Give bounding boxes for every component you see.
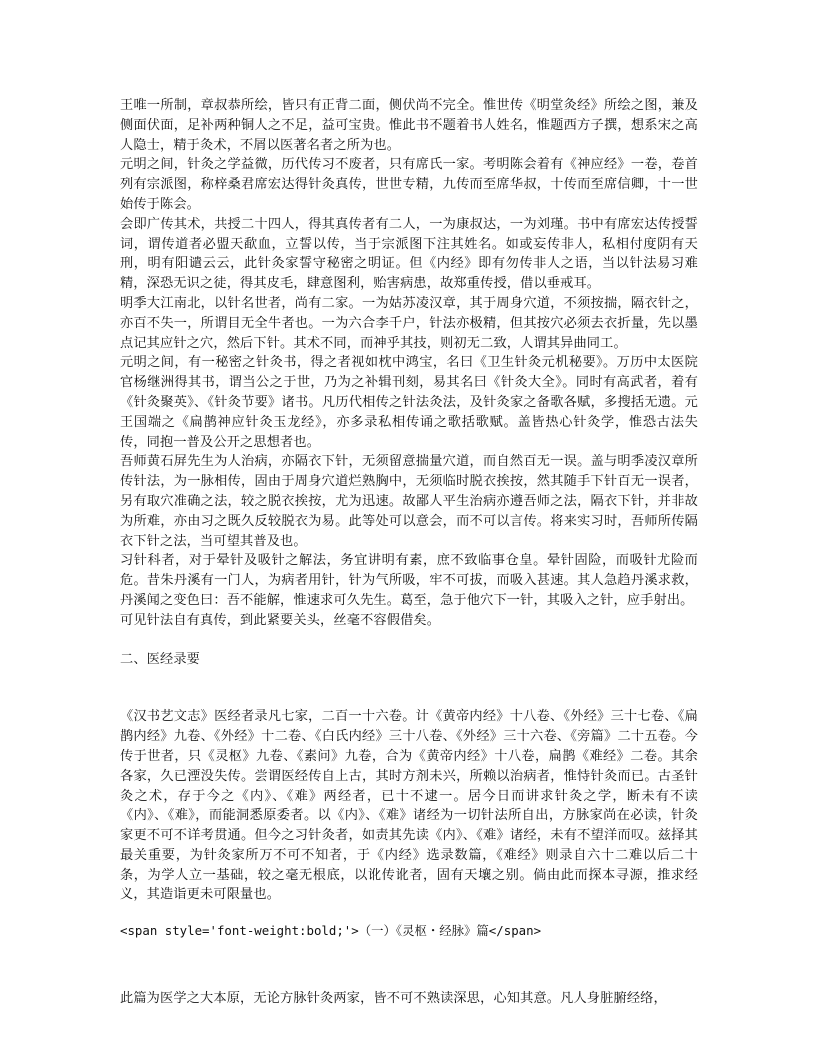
paragraph: 元明之间，有一秘密之针灸书，得之者视如枕中鸿宝，名曰《卫生针灸元机秘要》。万历中太医院官杨继洲得其书，谓当公之于世，乃为之补辑刊刻，易其名曰《针灸大全》。同时有高武者，着有《针灸聚英》、《针灸节要》诸书。凡历代相传之针法灸法，及针灸家之备歌各赋，多搜括无遗。元王国端之《扁鹊神应针灸玉龙经》，亦多录私相传诵之歌括歌赋。盖皆热心针灸学，惟恐古法失传，同抱一普及公开之思想者也。 bbox=[120, 355, 698, 450]
spacer bbox=[120, 669, 698, 707]
paragraph: 吾师黄石屏先生为人治病，亦隔衣下针，无须留意揣量穴道，而自然百无一误。盖与明季凌汉章所传针法，为一脉相传，固由于周身穴道烂熟胸中，无须临时脱衣挨按，然其随手下针百无一误者，另有取穴准确之法，较之脱衣挨按，尤为迅速。故鄙人平生治病亦遵吾师之法，隔衣下针，并非故为所难，亦由习之既久反较脱衣为易。此等处可以意会，而不可以言传。将来实习时，吾师所传隔衣下针之法，当可望其普及也。 bbox=[120, 454, 698, 549]
paragraph: 可见针法自有真传，到此紧要关头，丝毫不容假借矣。 bbox=[120, 612, 441, 628]
paragraph: 明季大江南北，以针名世者，尚有二家。一为姑苏凌汉章，其于周身穴道，不须按揣，隔衣针之，亦百不失一，所谓目无全牛者也。一为六合李千户，针法亦极精，但其按穴必须去衣折量，先以墨点记其应针之穴，然后下针。其术不同，而神乎其技，则初无二致，人谓其异曲同工。 bbox=[120, 295, 698, 351]
text-column bbox=[120, 96, 698, 1009]
paragraph: 王唯一所制，章叔恭所绘，皆只有正背二面，侧伏尚不完全。惟世传《明堂灸经》所绘之图，兼及侧面伏面，足补两种铜人之不足，益可宝贵。惟此书不题着书人姓名，惟题西方子撰，想系宋之高人隐士，精于灸术，不屑以医著名者之所为也。 bbox=[120, 98, 698, 153]
paragraph: 《汉书艺文志》医经者录凡七家，二百一十六卷。计《黄帝内经》十八卷、《外经》三十七卷、《扁鹊内经》九卷、《外经》十二卷、《白氏内经》三十八卷、《外经》三十六卷、《旁篇》二十五卷。今传于世者，只《灵枢》九卷、《素问》九卷，合为《黄帝内经》十八卷，扁鹊《难经》二卷。其余各家，久已湮没失传。尝谓医经传自上古，其时方剂未兴，所赖以治病者，惟恃针灸而已。古圣针灸之术，存于今之《内》、《难》两经者，已十不逮一。居今日而讲求针灸之学，断未有不读《内》、《难》，而能洞悉原委者。以《内》、《难》诸经为一切针法所自出，方脉家尚在必读，针灸家更不可不详考贯通。但今之习针灸者，如责其先读《内》、《难》诸经，未有不望洋而叹。兹择其最关重要，为针灸家所万不可不知者，于《内经》选录数篇，《难经》则录自六十二难以后二十条，为学人立一基础，较之毫无根底，以讹传讹者，固有天壤之别。倘由此而探本寻源，推求经义，其造诣更未可限量也。 bbox=[120, 709, 698, 903]
paragraph: 会即广传其术，共授二十四人，得其真传者有二人，一为康叔达，一为刘瑾。书中有席宏达传授誓词，谓传道者必盟天歃血，立誓以传，当于宗派图下注其姓名。如或妄传非人，私相付度阴有天刑，明有阳谴云云，此针灸家誓守秘密之明证。但《内经》即有勿传非人之语，当以针法易习难精，深恐无识之徒，得其皮毛，肆意图利，贻害病患，故郑重传授，借以垂戒耳。 bbox=[120, 216, 698, 292]
section-heading: 二、医经录要 bbox=[120, 651, 201, 667]
paragraph: 习针科者，对于晕针及吸针之解法，务宜讲明有素，庶不致临事仓皇。晕针固险，而吸针尤险而危。昔朱丹溪有一门人，为病者用针，针为气所吸，牢不可拔，而吸入甚速。其人急趋丹溪求救，丹溪闻之变色曰：吾不能解，惟速求可久先生。葛至，急于他穴下一针，其吸入之针，应手射出。 bbox=[120, 553, 698, 608]
spacer bbox=[120, 941, 698, 989]
paragraph: 此篇为医学之大本原，无论方脉针灸两家，皆不可不熟读深思，心知其意。凡人身脏腑经络， bbox=[120, 991, 667, 1007]
paragraph: 元明之间，针灸之学益微，历代传习不废者，只有席氏一家。考明陈会着有《神应经》一卷，卷首列有宗派图，称梓桑君席宏达得针灸真传，世世专精，九传而至席华叔，十传而至席信卿，十一世始传于陈会。 bbox=[120, 157, 698, 212]
raw-markup-line: <span style='font-weight:bold;'>（一）《灵枢・经脉》篇</span> bbox=[120, 923, 542, 939]
